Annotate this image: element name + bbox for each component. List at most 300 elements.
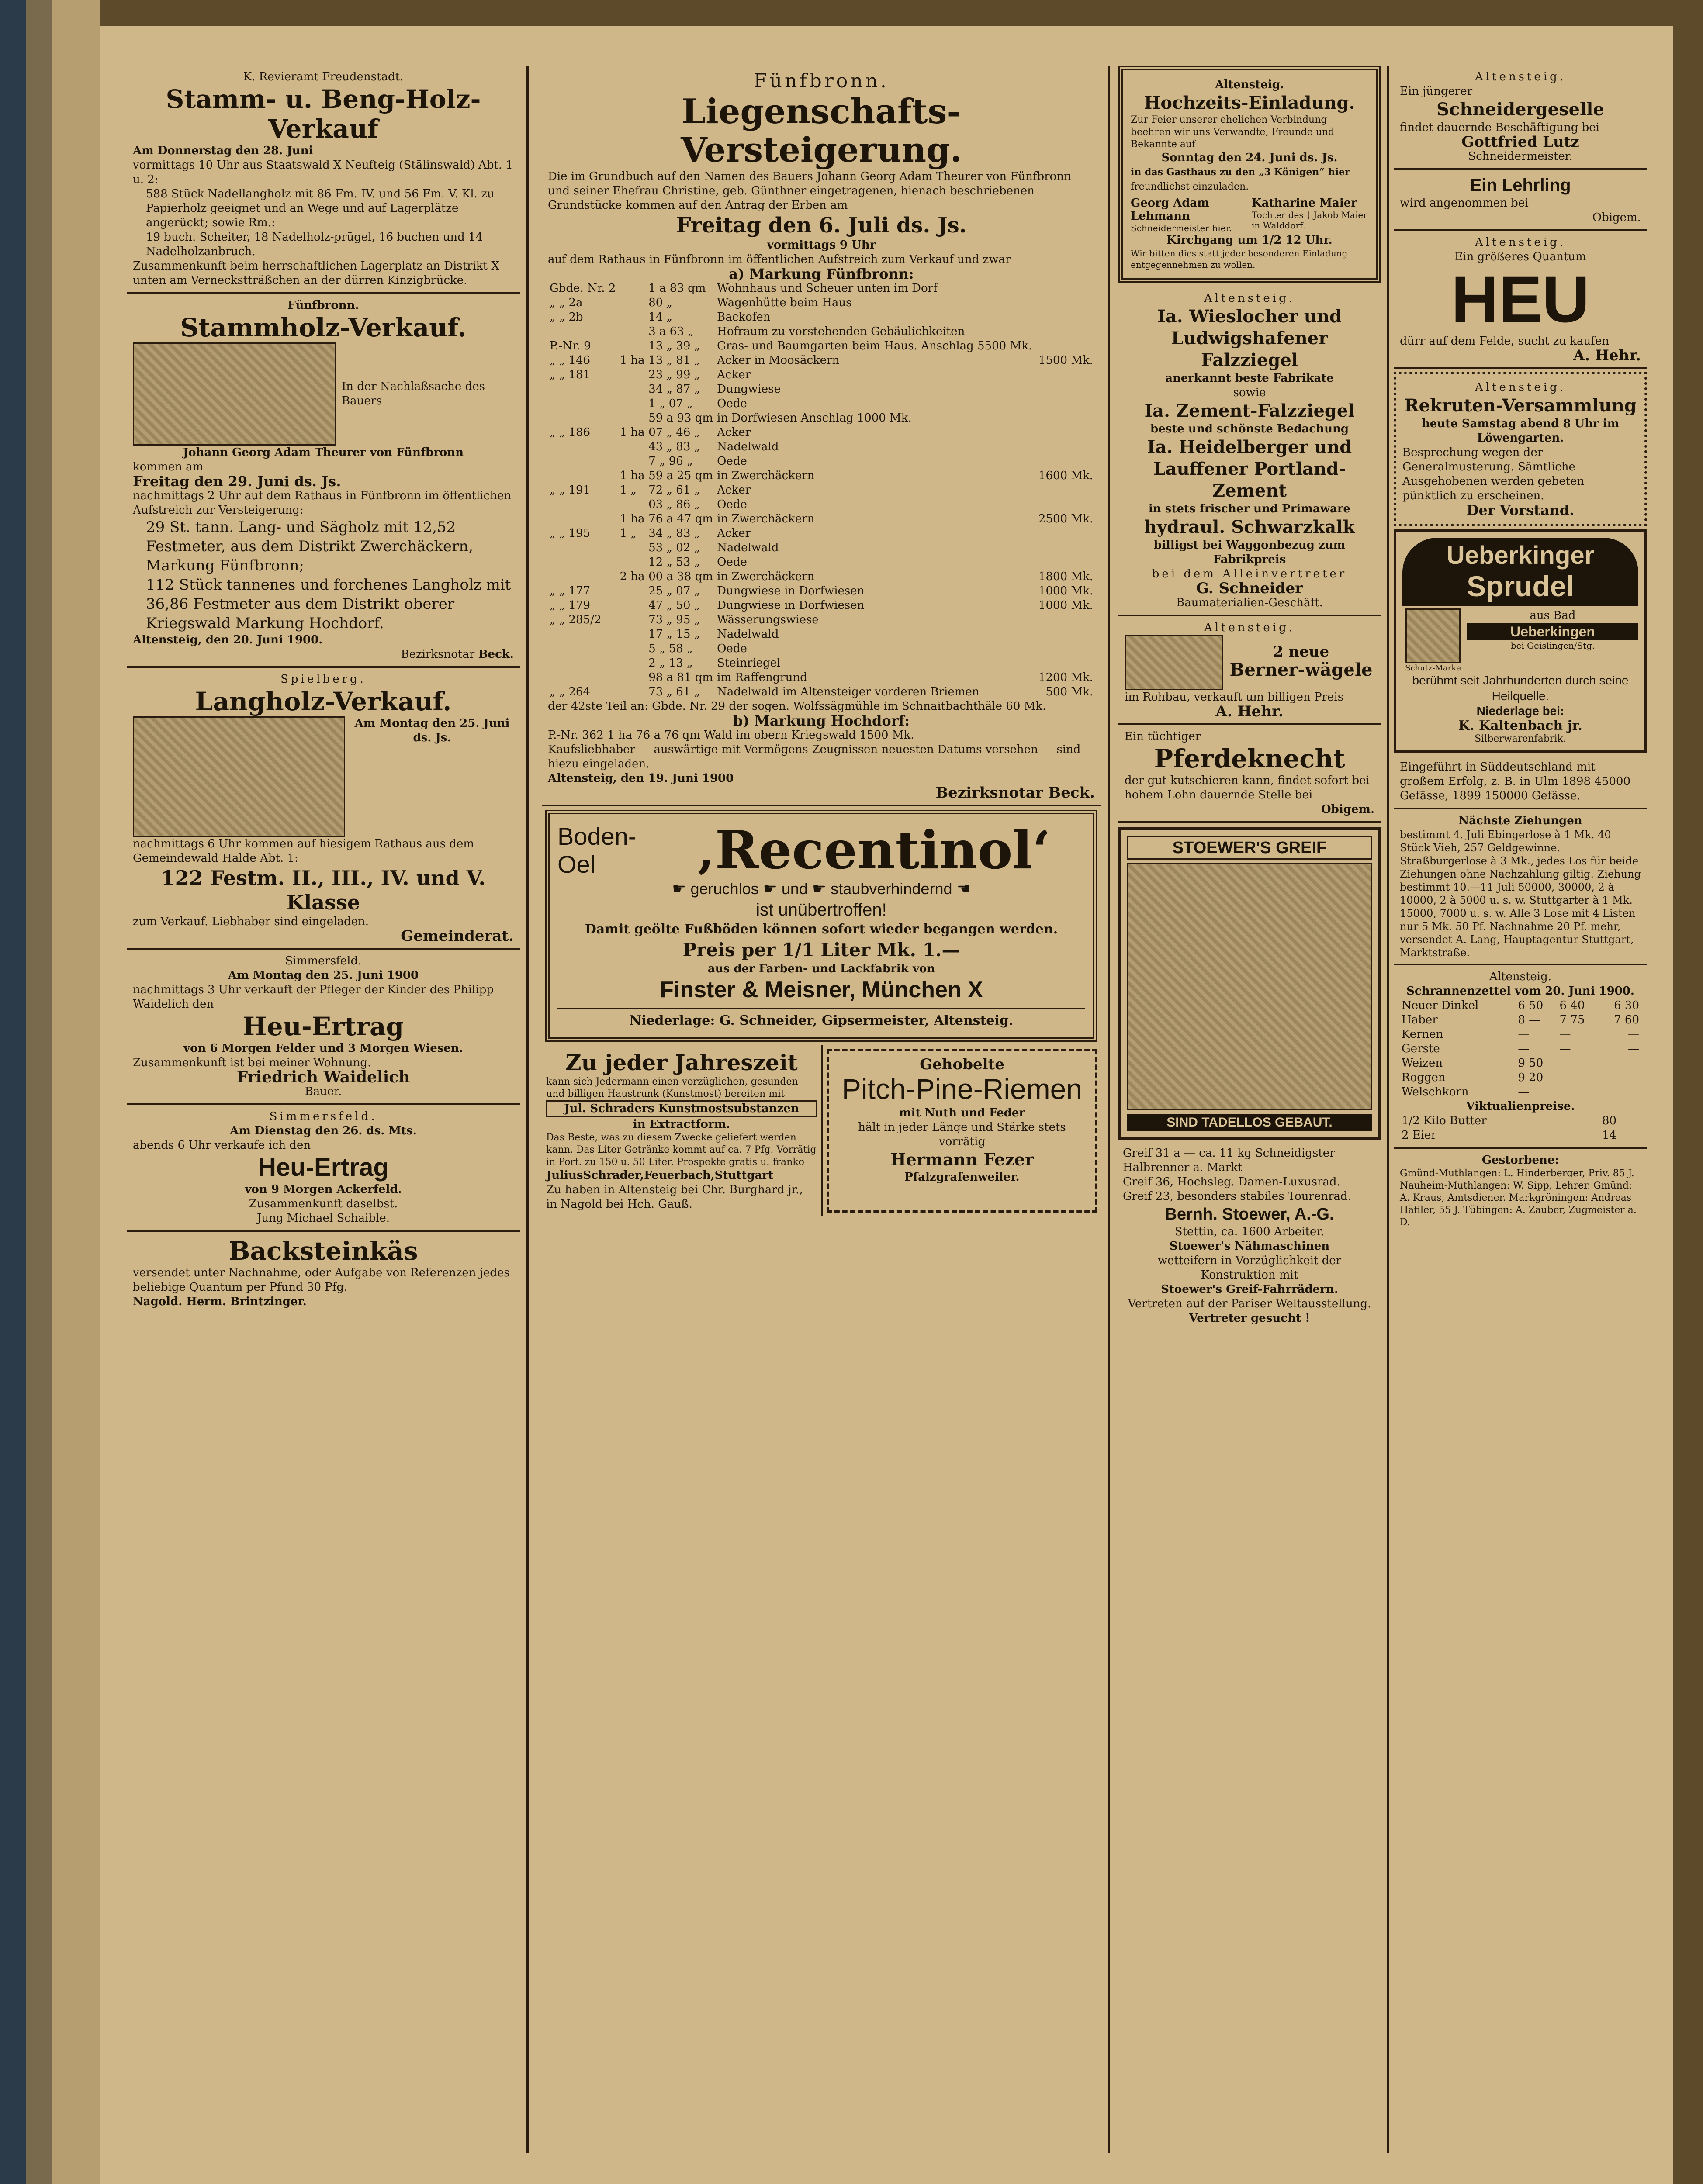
lot-row-cell (548, 469, 618, 483)
ad-date: Sonntag den 24. Juni ds. Js. (1161, 151, 1338, 164)
lot-row-cell: 1500 Mk. (1038, 354, 1093, 367)
groom-name: Georg Adam Lehmann (1131, 197, 1209, 223)
hand-pointer-icon: ☛ (763, 880, 777, 898)
lot-row-cell: „ „ 264 (550, 685, 591, 698)
ad-meet: Zusammenkunft ist bei meiner Wohnung. (133, 1056, 371, 1069)
lot-row (548, 512, 1095, 526)
ad-body: versendet unter Nachnahme, oder Aufgabe von Referenzen jedes beliebige Quantum per Pfund 30 Pfg. (133, 1266, 510, 1294)
ad-gestorbene (1394, 1149, 1647, 1233)
ad-body1: Ein größeres Quantum (1454, 250, 1586, 263)
ad-pre: 2 neue (1273, 643, 1329, 660)
lot-row-cell: Wässerungswiese (717, 613, 819, 626)
ad-body2: Das Beste, was zu diesem Zwecke geliefert werden kann. Das Liter Getränke kommt auf ca. 7 Pfg. Vorrätig in Port. zu 150 u. 50 Liter. Prospekte gratis u. franko (546, 1132, 817, 1168)
lot-row-cell: in Dorfwiesen Anschlag 1000 Mk. (717, 411, 912, 425)
ad-title: Schrannenzettel vom 20. Juni 1900. (1406, 985, 1634, 998)
ad-line1a: geruchlos (690, 880, 759, 898)
ad-l8: hydraul. Schwarzkalk (1144, 517, 1355, 537)
ad-l5: Vertreter gesucht ! (1189, 1312, 1310, 1325)
grain-row-cell: 6 30 (1614, 999, 1639, 1012)
lot-row-cell: „ „ 181 (550, 368, 591, 381)
ad-name: Johann Georg Adam Theurer von Fünfbronn (183, 446, 464, 459)
lot-row-cell: 43 „ 83 „ (648, 440, 700, 453)
ad-meet: Zusammenkunft daselbst. (249, 1197, 398, 1210)
ad-eingefuehrt (1394, 756, 1647, 809)
ad-lehrling (1394, 170, 1647, 231)
lot-row-cell: 14 „ (648, 311, 673, 324)
ad-date: Am Montag den 25. Juni 1900 (228, 969, 419, 982)
ad-sign-name: Beck. (478, 648, 514, 661)
lot-row-cell: „ „ 146 (550, 354, 591, 367)
lot-row-cell: 59 a 93 qm (648, 411, 713, 425)
lot-row-cell: 80 „ (648, 296, 673, 309)
ad-dealers: Zu haben in Altensteig bei Chr. Burghard jr., in Nagold bei Hch. Gauß. (546, 1183, 803, 1211)
lot-row (548, 469, 1095, 483)
spec-line: Greif 31 a — ca. 11 kg Schneidigster Halbrenner a. Markt (1123, 1147, 1335, 1174)
lot-row (548, 541, 1095, 555)
ad-title: Liegenschafts-Versteigerung. (681, 92, 962, 170)
ad-schrannenzettel (1394, 965, 1647, 1149)
spec-line: Greif 36, Hochsleg. Damen-Luxusrad. (1123, 1175, 1340, 1189)
food-row (1400, 1114, 1641, 1128)
ad-title: Nächste Ziehungen (1458, 814, 1582, 827)
grain-row-cell: Neuer Dinkel (1402, 999, 1479, 1012)
lot-row-cell: Nadelwald im Altensteiger vorderen Briemen (717, 685, 980, 698)
lot-row-cell: Acker (717, 368, 751, 381)
ad-title: Heu-Ertrag (242, 1012, 404, 1041)
ad-place-text: auf dem Rathaus in Fünfbronn im öffentlichen Aufstreich zum Verkauf und zwar (548, 253, 1011, 266)
ad-place: Altensteig. (1489, 970, 1552, 983)
ad-sign-place: Altensteig, den 20. Juni 1900. (133, 633, 323, 646)
ad-l2: anerkannt beste Fabrikate (1165, 372, 1334, 385)
ad-place: Altensteig. (1475, 70, 1566, 83)
lot-row-cell (618, 325, 647, 339)
lot-row-cell: 76 a 47 qm (648, 512, 713, 525)
woodcutters-illustration (133, 342, 336, 446)
ad-l2: wetteifern in Vorzüglichkeit der Konstruktion mit (1157, 1254, 1342, 1282)
lot-row-cell: 7 „ 96 „ (648, 455, 693, 468)
food-row-cell: 2 Eier (1402, 1129, 1436, 1142)
ad-place: Pfalzgrafenweiler. (904, 1171, 1020, 1184)
lot-row-cell: 1600 Mk. (1038, 469, 1093, 482)
ad-schneidergeselle (1394, 66, 1647, 170)
grain-row-cell: 8 — (1518, 1013, 1540, 1026)
lot-row (548, 498, 1095, 512)
ad-closing: Kaufsliebhaber — auswärtige mit Vermögens-Zeugnissen neuesten Datums versehen — sind hiezu eingeladen. (548, 743, 1081, 771)
lot-row-cell: Gras- und Baumgarten beim Haus. Anschlag 5500 Mk. (717, 339, 1032, 352)
ad-l7: in stets frischer und Primaware (1148, 502, 1351, 515)
lot-row (548, 613, 1095, 627)
food-row-cell: 80 (1602, 1114, 1617, 1127)
ad-place: Spielberg. (280, 673, 366, 686)
lot-row-cell (548, 642, 618, 656)
ad-item: 19 buch. Scheiter, 18 Nadelholz-prügel, 16 buchen und 14 Nadelholzanbruch. (146, 231, 483, 258)
grain-row-cell: Haber (1402, 1013, 1438, 1026)
ad-detail: von 6 Morgen Felder und 3 Morgen Wiesen. (183, 1042, 463, 1055)
ad-body1: kann sich Jedermann einen vorzüglichen, gesunden und billigen Haustrunk (Kunstmost) bereiten mit (546, 1076, 798, 1099)
lot-row-cell (1036, 339, 1095, 353)
lot-row-cell: 59 a 25 qm (648, 469, 713, 482)
ad-title: Backsteinkäs (228, 1236, 418, 1266)
lot-row-cell (1036, 642, 1095, 656)
grain-row-cell: — (1518, 1042, 1530, 1055)
lot-row-cell: 3 a 63 „ (648, 325, 694, 338)
lot-row-cell (1036, 296, 1095, 310)
ad-l5: beste und schönste Bedachung (1150, 422, 1349, 435)
ad-section-b: b) Markung Hochdorf: (733, 712, 910, 729)
lot-row (548, 555, 1095, 570)
grain-row-cell (1599, 1056, 1641, 1071)
lot-row-cell: in Zwerchäckern (717, 570, 815, 583)
lot-row (548, 368, 1095, 382)
ad-body: nachmittags 6 Uhr kommen auf hiesigem Rathaus aus dem Gemeindewald Halde Abt. 1: (133, 837, 474, 865)
lot-row-cell: „ „ 177 (550, 584, 591, 598)
lot-row-cell (618, 555, 647, 570)
ad-l1: Stoewer's Nähmaschinen (1169, 1240, 1330, 1253)
lot-row-cell (1036, 498, 1095, 512)
lot-row-cell (548, 670, 618, 685)
grain-row-cell: — (1559, 1042, 1571, 1055)
ad-place: Simmersfeld. (269, 1110, 377, 1123)
lot-row-cell (618, 310, 647, 325)
lot-row-cell (548, 656, 618, 670)
lot-row-cell: 1800 Mk. (1038, 570, 1093, 583)
ad-langholz-verkauf (127, 668, 520, 950)
lot-row-cell (618, 598, 647, 613)
lot-row-cell: 72 „ 61 „ (648, 484, 700, 497)
bride-role: Tochter des † Jakob Maier in Walddorf. (1252, 210, 1367, 231)
lot-row-cell (1036, 555, 1095, 570)
lot-row (548, 382, 1095, 397)
ad-title: Pferdeknecht (1154, 744, 1345, 774)
ad-fame: berühmt seit Jahrhunderten durch seine Heilquelle. (1412, 674, 1629, 703)
lot-row-cell (1036, 656, 1095, 670)
ad-backsteinkaes (127, 1232, 520, 1313)
grain-row-cell: 7 75 (1559, 1013, 1585, 1026)
lot-row-cell: in Zwerchäckern (717, 512, 815, 525)
lot-row-cell (618, 627, 647, 642)
ad-sign: Friedrich Waidelich (236, 1068, 410, 1086)
ad-pitch-pine (827, 1049, 1097, 1213)
ad-company: JuliusSchrader,Feuerbach,Stuttgart (546, 1169, 774, 1182)
lot-row-cell: 53 „ 02 „ (648, 541, 700, 554)
lot-row (548, 296, 1095, 310)
grain-row-cell (1599, 1071, 1641, 1085)
hand-pointer-icon: ☚ (956, 880, 971, 898)
ad-item: 588 Stück Nadellangholz mit 86 Fm. IV. und 56 Fm. V. Kl. zu Papierholz geeignet und an Wege und auf Lagerplätze angerückt; sowie Rm.: (146, 187, 495, 229)
lot-row-cell: Dungwiese (717, 383, 781, 396)
ad-venue: in das Gasthaus zu den „3 Königen“ hier (1131, 166, 1350, 178)
ad-company: Bernh. Stoewer, A.-G. (1165, 1205, 1334, 1223)
lot-row (548, 584, 1095, 598)
ad-sub: bei Geislingen/Stg. (1510, 640, 1595, 651)
ad-maker: Finster & Meisner, München X (660, 977, 983, 1002)
lot-row-cell (1036, 454, 1095, 469)
lot-row-cell: „ „ 195 (550, 527, 591, 540)
grain-row-cell: 6 50 (1518, 999, 1544, 1012)
ad-body: findet dauernde Beschäftigung bei (1400, 121, 1599, 134)
lot-row-cell: im Raffengrund (717, 671, 807, 684)
lot-row-cell: 5 „ 58 „ (648, 642, 693, 655)
ad-title: Rekruten-Versammlung (1404, 395, 1637, 416)
lot-row-cell (548, 440, 618, 454)
lots-table (548, 281, 1095, 699)
lot-row-cell: Acker (717, 426, 751, 439)
lot-row-cell: 1 „ (620, 484, 637, 497)
ad-pferdeknecht (1118, 725, 1381, 823)
grain-row (1400, 1071, 1641, 1085)
ad-dealer-role: Silberwarenfabrik. (1475, 733, 1566, 744)
lot-row-cell (618, 541, 647, 555)
lot-row (548, 627, 1095, 642)
grain-row-cell: 9 20 (1518, 1071, 1544, 1084)
lot-row (548, 339, 1095, 353)
trademark-emblem-icon (1405, 608, 1461, 663)
lot-row-cell (618, 397, 647, 411)
ad-footer: Zusammenkunft beim herrschaftlichen Lagerplatz an Distrikt X unten am Verneckstträßchen an der dürren Kinzigbrücke. (133, 259, 499, 287)
lot-row-cell (1036, 382, 1095, 397)
grain-row (1400, 999, 1641, 1013)
ad-sign: Bezirksnotar Beck. (935, 784, 1095, 802)
lot-row-cell: 2500 Mk. (1038, 512, 1093, 525)
lot-row (548, 526, 1095, 541)
lot-row-cell (1036, 368, 1095, 382)
lot-row-cell: P.-Nr. 9 (550, 339, 591, 352)
ad-intro: In der Nachlaßsache des Bauers (342, 380, 485, 408)
ad-sign: Jung Michael Schaible. (256, 1212, 390, 1225)
newspaper-page (100, 26, 1673, 2184)
ad-title2: Sprudel (1467, 570, 1574, 602)
lot-row-cell (1036, 325, 1095, 339)
lot-row-cell: Wohnhaus und Scheuer unten im Dorf (717, 282, 938, 295)
ad-body: wird angenommen bei (1400, 197, 1529, 210)
lot-row-cell (618, 339, 647, 353)
ad-date: Am Dienstag den 26. ds. Mts. (230, 1124, 417, 1137)
lot-row-cell: 00 a 38 qm (648, 570, 713, 583)
lot-row-cell: 13 „ 39 „ (648, 339, 700, 352)
ad-sign-role: Bezirksnotar (401, 648, 475, 661)
grain-row-cell (1599, 1085, 1641, 1099)
ad-invite: freundlichst einzuladen. (1131, 181, 1249, 192)
lot-row-cell: Acker (717, 527, 751, 540)
bride-name: Katharine Maier (1252, 197, 1357, 210)
lot-row (548, 310, 1095, 325)
ad-rekruten (1394, 372, 1647, 526)
ad-pre: Ein tüchtiger (1125, 730, 1201, 743)
ad-body: Zur Feier unserer ehelichen Verbindung beehren wir uns Verwandte, Freunde und Bekannte auf (1131, 114, 1335, 150)
grain-row-cell: 9 50 (1518, 1057, 1544, 1070)
ad-body: bestimmt 4. Juli Ebingerlose à 1 Mk. 40 Stück Vieh, 257 Geldgewinne. Straßburgerlose à 3 Mk., jedes Los für beide Ziehungen ohne Nachzahlung giltig. Ziehung bestimmt 10.—11 Juli 50000, 30000, 2 à 10000, 2 à 5000 u. s. w. Stuttgarter à 1 Mk. 15000, 7000 u. s. w. Alle 3 Lose mit 4 Listen nur 5 Mk. 50 Pf. Nachnahme 20 Pf. mehr, versendet A. Lang, Hauptagentur Stuttgart, Marktstraße. (1400, 829, 1641, 959)
lot-row-cell (618, 670, 647, 685)
lot-row (548, 570, 1095, 584)
ad-title: Pitch-Pine-Riemen (841, 1073, 1083, 1105)
lot-row-cell: 1 „ (620, 527, 637, 540)
lot-row-cell (1036, 526, 1095, 541)
ad-sign: Nagold. Herm. Brintzinger. (133, 1295, 307, 1308)
ad-place: Altensteig. (1475, 381, 1566, 394)
lot-row-cell: 1 ha (620, 354, 645, 367)
ad-heu-ertrag-schaible (127, 1105, 520, 1232)
lot-row (548, 440, 1095, 454)
lot-row-cell: Backofen (717, 311, 771, 324)
lot-row (548, 425, 1095, 440)
lot-row-cell (548, 627, 618, 642)
ad-l10: bei dem Alleinvertreter (1152, 567, 1347, 581)
lot-row-cell (548, 397, 618, 411)
ad-sign: Gottfried Lutz (1461, 133, 1579, 151)
ad-ziehungen (1394, 809, 1647, 965)
lot-row-cell: Acker (717, 484, 751, 497)
ad-l4: Ia. Zement-Falzziegel (1144, 401, 1355, 421)
ad-l9: billigst bei Waggonbezug zum Fabrikpreis (1153, 539, 1346, 566)
ad-liegenschafts-versteigerung (542, 66, 1101, 806)
lot-row-cell: 73 „ 61 „ (648, 685, 700, 698)
ad-date: Am Montag den 25. Juni ds. Js. (354, 717, 510, 744)
ad-item: 29 St. tann. Lang- und Sägholz mit 12,52 Festmeter, aus dem Distrikt Zwerchäckern, Markung Fünfbronn; (146, 518, 474, 574)
ad-baumaterialien (1118, 287, 1381, 616)
ad-depot: Niederlage bei: (1476, 704, 1565, 718)
lot-row-cell: 07 „ 46 „ (648, 426, 700, 439)
lot-row (548, 483, 1095, 498)
lot-row (548, 454, 1095, 469)
ad-body: Gmünd-Muthlangen: L. Hinderberger, Priv. 85 J. Nauheim-Muthlangen: W. Sipp, Lehrer. Gmünd: A. Kraus, Amtsdiener. Markgröningen: Andreas Häfiler, 55 J. Tübingen: A. Zauber, Zugmeister a. D. (1400, 1168, 1637, 1228)
ad-kunstmost (542, 1045, 823, 1216)
ad-bernerwaegele (1118, 616, 1381, 725)
ad-sign: Der Vorstand. (1466, 502, 1575, 518)
ad-intro: Die im Grundbuch auf den Namen des Bauers Johann Georg Adam Theurer von Fünfbronn und seiner Ehefrau Christine, geb. Günthner eingetragenen, hienach beschriebenen Grundstücke kommen auf den Antrag der Erben am (548, 170, 1071, 212)
lot-row-cell: Oede (717, 397, 747, 410)
lot-row-cell: 1200 Mk. (1038, 671, 1093, 684)
lot-row-cell (548, 411, 618, 425)
grain-row (1400, 1042, 1641, 1056)
ad-sign: Gemeinderat. (401, 927, 514, 945)
ad-l6: Ia. Heidelberger und Lauffener Portland-Zement (1147, 437, 1352, 501)
ad-place: Simmersfeld. (285, 954, 362, 968)
grain-row-cell: Weizen (1402, 1057, 1443, 1070)
ad-role: Schneidermeister. (1468, 150, 1573, 163)
ad-title: Hochzeits-Einladung. (1144, 93, 1355, 113)
ad-title: ‚Recentinol‘ (696, 819, 1051, 881)
ad-body2: dürr auf dem Felde, sucht zu kaufen (1400, 335, 1610, 348)
column-rule (1108, 66, 1110, 2153)
lot-row-cell: 98 a 81 qm (648, 671, 713, 684)
grain-row (1400, 1056, 1641, 1071)
lot-row-cell (618, 584, 647, 598)
cart-illustration (1125, 635, 1223, 690)
ad-body: nachmittags 3 Uhr verkauft der Pfleger der Kinder des Philipp Waidelich den (133, 983, 494, 1011)
ad-stammholz-verkauf (127, 294, 520, 668)
column-3 (1118, 66, 1381, 2153)
lot-row-cell: 1 „ 07 „ (648, 397, 693, 410)
lot-row-cell (548, 541, 618, 555)
lot-row-cell (618, 368, 647, 382)
ad-sign: A. Hehr. (1215, 703, 1284, 720)
ad-left: Boden-Oel (557, 822, 637, 878)
lot-row (548, 642, 1095, 656)
lot-row-cell: Wagenhütte beim Haus (717, 296, 852, 309)
lot-row-cell (618, 296, 647, 310)
lot-row-cell: 34 „ 87 „ (648, 383, 700, 396)
ad-extra: der 42ste Teil an: Gbde. Nr. 29 der sogen. Wolfssägmühle im Schnaitbachthäle 60 Mk. (548, 700, 1046, 713)
lot-row-cell: Hofraum zu vorstehenden Gebäulichkeiten (717, 325, 965, 338)
ad-date: Am Donnerstag den 28. Juni (133, 144, 313, 157)
ad-church: Kirchgang um 1/2 12 Uhr. (1166, 234, 1333, 247)
grain-row-cell: — (1628, 1042, 1639, 1055)
ad-title: Berner-wägele (1229, 659, 1373, 680)
lot-row-cell: „ „ 2b (550, 311, 583, 324)
ad-body: im Rohbau, verkauft um billigen Preis (1125, 691, 1344, 704)
ad-place: Altensteig. (1204, 292, 1295, 305)
ad-line3: Damit geölte Fußböden können sofort wieder begangen werden. (585, 922, 1058, 937)
lot-row-cell: 73 „ 95 „ (648, 613, 700, 626)
ad-office: K. Revieramt Freudenstadt. (243, 70, 404, 83)
lot-row-cell (618, 642, 647, 656)
lot-row-cell: 17 „ 15 „ (648, 628, 700, 641)
grain-row-cell: — (1559, 1028, 1571, 1041)
lot-row-cell: 1000 Mk. (1038, 599, 1093, 612)
lot-row (548, 685, 1095, 699)
lot-row-cell (548, 570, 618, 584)
column-rule (526, 66, 529, 2153)
lot-row-cell (1036, 281, 1095, 296)
hand-pointer-icon: ☛ (672, 880, 686, 898)
lot-row-cell: 13 „ 81 „ (648, 354, 700, 367)
lot-row-cell (1036, 440, 1095, 454)
ad-place: Fünfbronn. (287, 299, 359, 312)
groom-role: Schneidermeister hier. (1131, 223, 1232, 233)
ad-line1b: und (781, 880, 808, 898)
ad-stoewer-details (1118, 1144, 1381, 1327)
lot-row (548, 397, 1095, 411)
grain-row-cell (1558, 1071, 1599, 1085)
ad-title: Gestorbene: (1481, 1154, 1559, 1167)
food-row-cell: 14 (1602, 1129, 1617, 1142)
grain-price-table (1400, 999, 1641, 1099)
column-1 (127, 66, 520, 2153)
ad-sign: Obigem. (1321, 803, 1374, 816)
ad-line2: ist unübertroffen! (756, 900, 887, 919)
ad-recentinol (545, 810, 1097, 1042)
food-row-cell: 1/2 Kilo Butter (1402, 1114, 1487, 1127)
ad-place: Altensteig. (1475, 236, 1566, 249)
lot-row-cell (1036, 397, 1095, 411)
ad-item: 112 Stück tannenes und forchenes Langholz mit 36,86 Festmeter aus dem Distrikt oberer Kriegswald Markung Hochdorf. (146, 576, 511, 632)
lot-row-cell: in Zwerchäckern (717, 469, 815, 482)
forest-workers-illustration (133, 716, 345, 837)
ad-town: Ueberkingen (1467, 623, 1638, 640)
ad-product: Jul. Schraders Kunstmostsubstanzen (546, 1100, 817, 1117)
ad-city: Stettin, ca. 1600 Arbeiter. (1174, 1225, 1325, 1238)
grain-row-cell: Gerste (1402, 1042, 1440, 1055)
ad-maker-intro: aus der Farben- und Lackfabrik von (707, 962, 935, 975)
lot-row-cell: 25 „ 07 „ (648, 584, 700, 598)
lot-row (548, 656, 1095, 670)
lot-row-cell: Oede (717, 498, 747, 511)
lot-row-cell (548, 555, 618, 570)
grain-row-cell: — (1518, 1028, 1530, 1041)
ad-title: Ein Lehrling (1470, 176, 1571, 195)
ad-body: der gut kutschieren kann, findet sofort bei hohem Lohn dauernde Stelle bei (1125, 774, 1370, 802)
ad-title1: Ueberkinger (1446, 541, 1595, 570)
column-rule (1387, 66, 1389, 2153)
grain-row-cell: 6 40 (1559, 999, 1585, 1012)
grain-row-cell: Kernen (1402, 1028, 1443, 1041)
grain-row-cell: Welschkorn (1402, 1085, 1469, 1099)
ad-role: Bauer. (305, 1085, 342, 1098)
ad-ueberkinger (1394, 529, 1647, 753)
lot-row-cell: Nadelwald (717, 628, 779, 641)
ad-heu-ertrag-waidelich (127, 950, 520, 1105)
ad-role: Baumaterialien-Geschäft. (1176, 596, 1323, 609)
